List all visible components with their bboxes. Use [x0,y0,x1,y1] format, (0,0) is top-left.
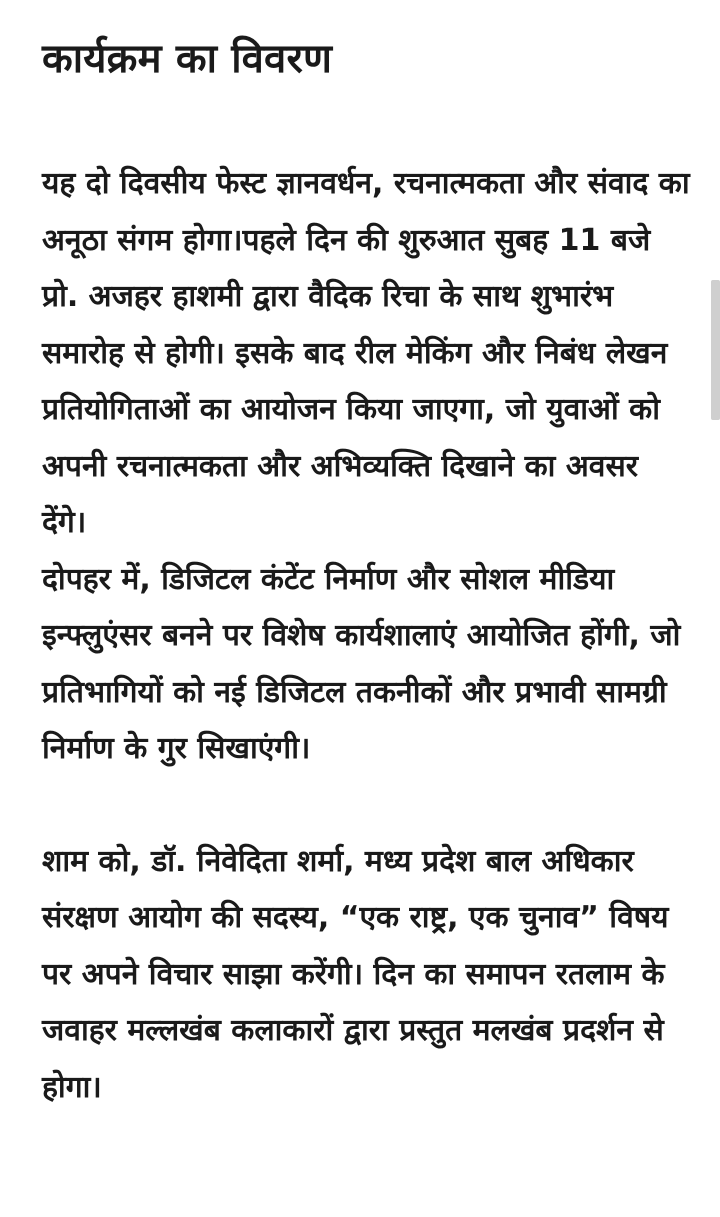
paragraph-opening: यह दो दिवसीय फेस्ट ज्ञानवर्धन, रचनात्मकता और संवाद का अनूठा संगम होगा।पहले दिन की शुरुआत सुबह 11 बजे प्रो. अजहर हाशमी द्वारा वैदिक रिचा के साथ शुभारंभ समारोह से होगी। इसके बाद रील मेकिंग और निबंध लेखन प्रतियोगिताओं का आयोजन किया जाएगा, जो युवाओं को अपनी रचनात्मकता और अभिव्यक्ति दिखाने का अवसर देंगे। [42,166,690,540]
paragraph-afternoon: दोपहर में, डिजिटल कंटेंट निर्माण और सोशल मीडिया इन्फ्लुएंसर बनने पर विशेष कार्यशालाएं आयोजित होंगी, जो प्रतिभागियों को नई डिजिटल तकनीकों और प्रभावी सामग्री निर्माण के गुर सिखाएंगी। [42,561,681,766]
section-heading: कार्यक्रम का विवरण [42,36,333,82]
scrollbar-thumb[interactable] [711,280,720,420]
paragraph-evening: शाम को, डॉ. निवेदिता शर्मा, मध्य प्रदेश बाल अधिकार संरक्षण आयोग की सदस्य, “एक राष्ट्र, एक चुनाव” विषय पर अपने विचार साझा करेंगी। दिन का समापन रतलाम के जवाहर मल्लखंब कलाकारों द्वारा प्रस्तुत मलखंब प्रदर्शन से होगा। [42,843,669,1105]
